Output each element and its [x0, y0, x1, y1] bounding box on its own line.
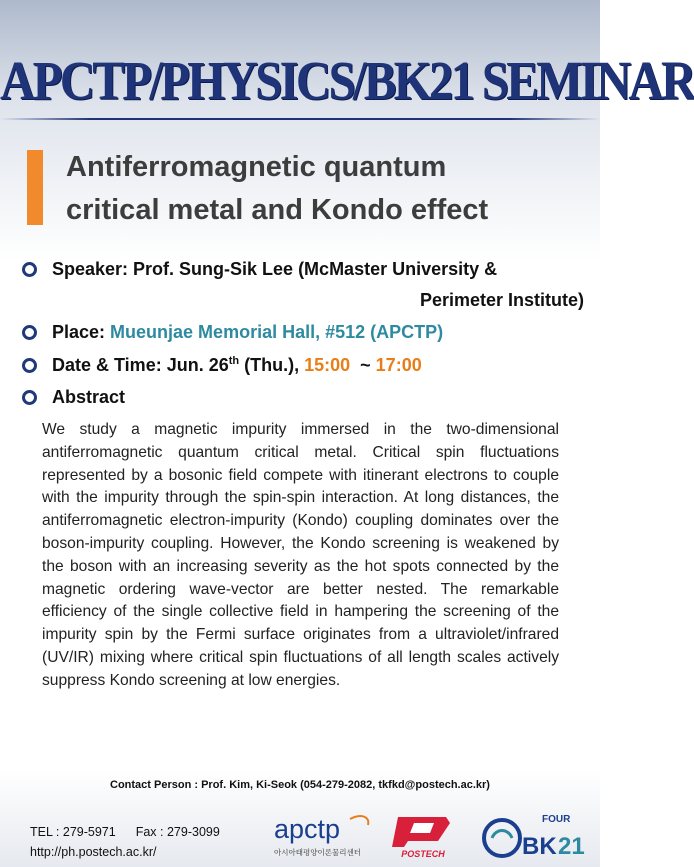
bullet-icon	[22, 325, 37, 340]
bullet-icon	[22, 390, 37, 405]
date-weekday: (Thu.),	[239, 355, 305, 375]
bk21-four-label: FOUR	[542, 814, 571, 825]
postech-logo	[388, 813, 458, 859]
bk21-logo-number: 21	[558, 833, 585, 860]
start-time: 15:00	[304, 355, 351, 375]
apctp-logo-text: apctp	[274, 814, 341, 844]
speaker-affiliation-line-2: Perimeter Institute)	[419, 290, 584, 310]
postech-logo-text: POSTECH	[401, 849, 445, 859]
bk21-head-inner	[492, 831, 512, 839]
footer-url[interactable]: http://ph.postech.ac.kr/	[30, 845, 157, 859]
place-value: Mueunjae Memorial Hall, #512 (APCTP)	[110, 322, 444, 342]
abstract-body: We study a magnetic impurity immersed in the two-dimensional antiferromagnetic quantum critical metal. Critical spin fluctuations represented by a bosonic field compete with itinerant electrons to couple with the impurity through the spin-spin interaction. At long distances, the antiferromagnetic electron-impurity (Kondo) coupling dominates over the boson-impurity coupling. However, the Kondo screening is weakened by the boson with an increasing severity as the hot spots connected by the magnetic ordering wave-vector are better nested. The remarkable efficiency of the single collective field in hampering the screening of the impurity spin by the Fermi surface originates from a ultraviolet/infrared (UV/IR) mixing where critical spin fluctuations of all length scales actively suppress Kondo screening at low energies.	[42, 421, 559, 689]
footer-fax: Fax : 279-3099	[135, 825, 220, 839]
end-time: 17:00	[375, 355, 422, 375]
footer-contact	[30, 822, 220, 862]
date-suffix: th	[228, 355, 240, 367]
apctp-logo-subtitle: 아시아태평양이론물리센터	[274, 848, 361, 857]
apctp-arc	[350, 816, 368, 825]
contact-person: Contact Person : Prof. Kim, Ki-Seok (054-279-2082, tkfkd@postech.ac.kr)	[110, 779, 490, 791]
talk-title-line-1: Antiferromagnetic quantum	[66, 151, 447, 183]
place-label: Place:	[52, 322, 111, 342]
postech-emblem-cutout	[410, 823, 434, 833]
footer-tel: TEL : 279-5971	[30, 825, 116, 839]
talk-title-line-2: critical metal and Kondo effect	[66, 194, 489, 226]
bk21-logo-text: BK	[522, 833, 557, 860]
bullet-icon	[22, 358, 37, 373]
title-accent-bar	[27, 150, 43, 225]
seminar-title: APCTP/PHYSICS/BK21 SEMINAR	[0, 49, 694, 112]
apctp-logo	[270, 811, 385, 859]
abstract-heading: Abstract	[52, 387, 126, 407]
datetime-label: Date & Time: Jun. 26	[52, 355, 229, 375]
speaker-label: Speaker: Prof. Sung-Sik Lee (McMaster University &	[52, 259, 498, 279]
talk-title	[66, 146, 586, 232]
title-divider	[0, 118, 600, 120]
bullet-icon	[22, 262, 37, 277]
bk21-logo	[478, 808, 596, 862]
bk21-head-icon	[484, 820, 520, 856]
time-separator: ~	[350, 355, 376, 375]
